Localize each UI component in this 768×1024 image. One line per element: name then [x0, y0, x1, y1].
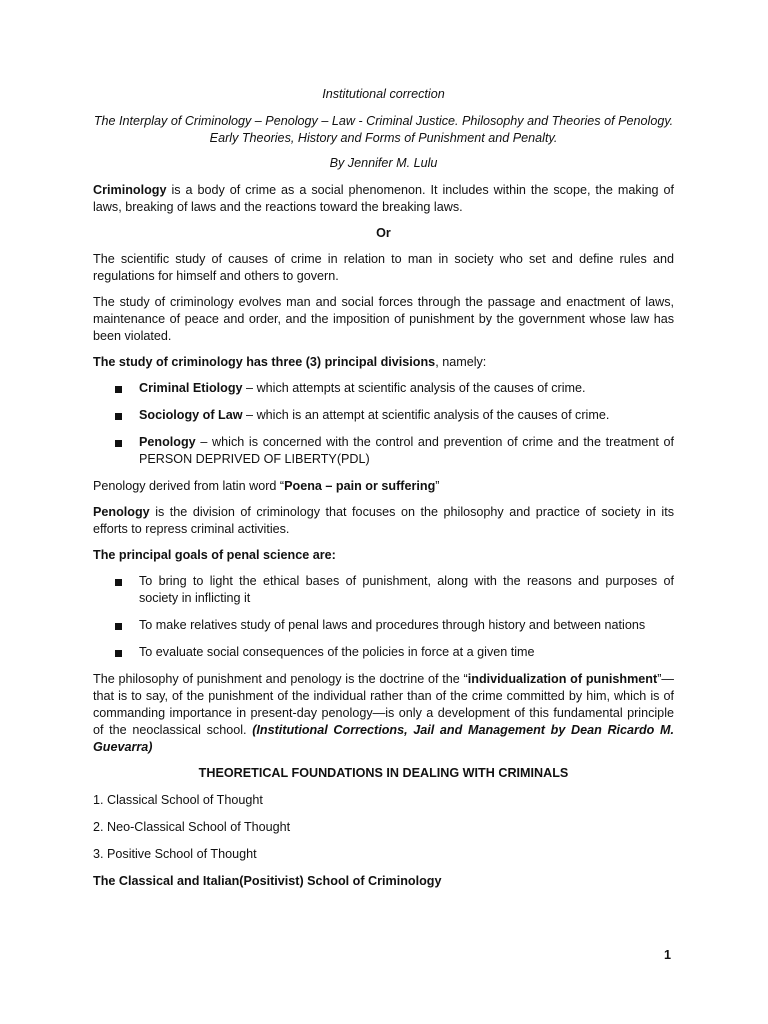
criminology-definition-text: is a body of crime as a social phenomenon. It includes within the scope, the making of laws, breaking of laws and the reactions toward the breaking laws.: [93, 183, 674, 214]
bullet-square-icon: [115, 386, 122, 393]
final-heading: The Classical and Italian(Positivist) School of Criminology: [93, 874, 442, 888]
bullet-square-icon: [115, 579, 122, 586]
list-item: [93, 380, 674, 397]
goal-text: To evaluate social consequences of the policies in force at a given time: [139, 645, 535, 659]
penology-origin-bold: Poena – pain or suffering: [284, 479, 436, 493]
goals-list: [93, 573, 674, 661]
philosophy-bold: individualization of punishment: [467, 672, 658, 686]
document-body: [93, 86, 674, 899]
division-text: – which is an attempt at scientific analysis of the causes of crime.: [242, 408, 610, 422]
goal-text: To bring to light the ethical bases of punishment, along with the reasons and purposes of society in inflicting it: [139, 574, 674, 605]
philosophy-part1: The philosophy of punishment and penology is the doctrine of the “: [93, 672, 468, 686]
list-item: [93, 617, 674, 634]
divisions-intro-bold: The study of criminology has three (3) principal divisions: [93, 355, 436, 369]
list-item: [93, 644, 674, 661]
penology-definition-text: is the division of criminology that focuses on the philosophy and practice of society in its efforts to repress criminal activities.: [93, 505, 674, 536]
or-separator: Or: [376, 226, 391, 240]
bullet-square-icon: [115, 623, 122, 630]
scientific-study-paragraph: The scientific study of causes of crime in relation to man in society who set and define rules and regulations for himself and others to govern.: [93, 252, 674, 283]
bullet-square-icon: [115, 650, 122, 657]
criminology-definition: [93, 182, 674, 216]
page-number: 1: [664, 948, 672, 962]
goals-heading: The principal goals of penal science are:: [93, 548, 336, 562]
philosophy-part2: ”—that is to say, of the punishment of the individual rather than of the crime committed by him, which is of commanding importance in present-day penology—is only a development of this fundamental principle of the neoclassical school.: [93, 672, 674, 737]
penology-origin-prefix: Penology derived from latin word “: [93, 479, 285, 493]
document-author: By Jennifer M. Lulu: [329, 156, 438, 170]
division-term: Sociology of Law: [139, 408, 243, 422]
penology-origin: [93, 478, 674, 495]
division-text: – which is concerned with the control and prevention of crime and the treatment of PERSON DEPRIVED OF LIBERTY(PDL): [139, 435, 674, 466]
bullet-square-icon: [115, 440, 122, 447]
foundation-item: 3. Positive School of Thought: [93, 847, 257, 861]
criminology-evolves-paragraph: The study of criminology evolves man and social forces through the passage and enactment of laws, maintenance of peace and order, and the imposition of punishment by the government whose law has been violated.: [93, 295, 674, 343]
list-item: [93, 573, 674, 607]
penology-origin-suffix: ”: [435, 479, 440, 493]
document-subtitle: The Interplay of Criminology – Penology – Law - Criminal Justice. Philosophy and Theories of Penology. Early Theories, History and Forms of Punishment and Penalty.: [93, 114, 674, 145]
list-item: [93, 407, 674, 424]
penology-definition: [93, 504, 674, 538]
document-title: Institutional correction: [322, 87, 445, 101]
philosophy-paragraph: [93, 671, 674, 756]
list-item: [93, 434, 674, 468]
foundation-item: 2. Neo-Classical School of Thought: [93, 820, 291, 834]
divisions-list: [93, 380, 674, 468]
foundations-heading: THEORETICAL FOUNDATIONS IN DEALING WITH CRIMINALS: [198, 766, 569, 780]
goal-text: To make relatives study of penal laws and procedures through history and between nations: [139, 618, 646, 632]
division-text: – which attempts at scientific analysis of the causes of crime.: [242, 381, 586, 395]
penology-term: Penology: [93, 505, 150, 519]
foundation-item: 1. Classical School of Thought: [93, 793, 263, 807]
division-term: Criminal Etiology: [139, 381, 243, 395]
divisions-intro-rest: , namely:: [435, 355, 487, 369]
philosophy-citation: (Institutional Corrections, Jail and Management by Dean Ricardo M. Guevarra): [93, 723, 674, 754]
divisions-intro: [93, 354, 674, 371]
bullet-square-icon: [115, 413, 122, 420]
criminology-term: Criminology: [93, 183, 167, 197]
division-term: Penology: [139, 435, 196, 449]
